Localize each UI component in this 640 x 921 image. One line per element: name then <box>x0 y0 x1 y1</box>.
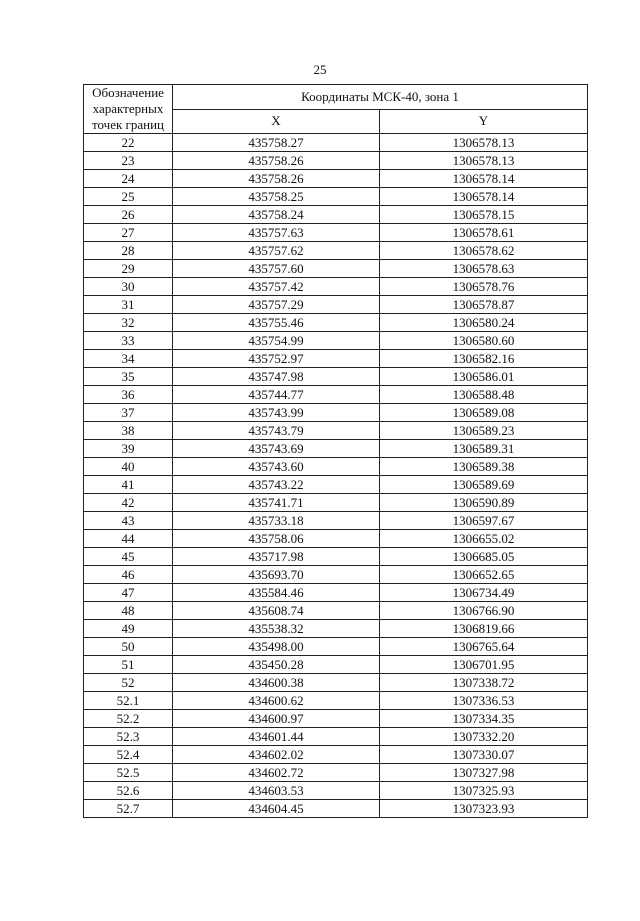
x-coordinate-cell: 435717.98 <box>173 548 380 566</box>
table-row <box>84 512 588 530</box>
point-id-cell: 52.6 <box>84 782 173 800</box>
table-row <box>84 260 588 278</box>
y-coordinate-cell: 1306578.87 <box>380 296 588 314</box>
y-coordinate-cell: 1306766.90 <box>380 602 588 620</box>
point-id-cell: 35 <box>84 368 173 386</box>
table-row <box>84 404 588 422</box>
point-id-cell: 52.3 <box>84 728 173 746</box>
x-coordinate-cell: 435743.99 <box>173 404 380 422</box>
point-id-cell: 52.7 <box>84 800 173 818</box>
x-coordinate-cell: 435757.29 <box>173 296 380 314</box>
x-coordinate-cell: 435538.32 <box>173 620 380 638</box>
x-coordinate-cell: 435757.60 <box>173 260 380 278</box>
y-coordinate-cell: 1306578.62 <box>380 242 588 260</box>
table-row <box>84 278 588 296</box>
header-x: X <box>173 109 380 134</box>
point-id-cell: 28 <box>84 242 173 260</box>
y-coordinate-cell: 1306765.64 <box>380 638 588 656</box>
y-coordinate-cell: 1306597.67 <box>380 512 588 530</box>
table-row <box>84 206 588 224</box>
x-coordinate-cell: 435608.74 <box>173 602 380 620</box>
table-row <box>84 368 588 386</box>
table-row <box>84 152 588 170</box>
x-coordinate-cell: 434602.72 <box>173 764 380 782</box>
x-coordinate-cell: 435755.46 <box>173 314 380 332</box>
table-row <box>84 764 588 782</box>
point-id-cell: 42 <box>84 494 173 512</box>
table-row <box>84 242 588 260</box>
x-coordinate-cell: 435743.60 <box>173 458 380 476</box>
y-coordinate-cell: 1307334.35 <box>380 710 588 728</box>
x-coordinate-cell: 434600.38 <box>173 674 380 692</box>
x-coordinate-cell: 435733.18 <box>173 512 380 530</box>
point-id-cell: 52.5 <box>84 764 173 782</box>
x-coordinate-cell: 435743.69 <box>173 440 380 458</box>
point-id-cell: 24 <box>84 170 173 188</box>
y-coordinate-cell: 1306586.01 <box>380 368 588 386</box>
y-coordinate-cell: 1306589.08 <box>380 404 588 422</box>
point-id-cell: 46 <box>84 566 173 584</box>
x-coordinate-cell: 434602.02 <box>173 746 380 764</box>
table-row <box>84 548 588 566</box>
point-id-cell: 34 <box>84 350 173 368</box>
point-id-cell: 26 <box>84 206 173 224</box>
x-coordinate-cell: 434600.97 <box>173 710 380 728</box>
y-coordinate-cell: 1306734.49 <box>380 584 588 602</box>
table-row <box>84 296 588 314</box>
table-row <box>84 530 588 548</box>
table-row <box>84 584 588 602</box>
table-row <box>84 422 588 440</box>
x-coordinate-cell: 435757.42 <box>173 278 380 296</box>
point-id-cell: 51 <box>84 656 173 674</box>
x-coordinate-cell: 435758.25 <box>173 188 380 206</box>
table-row <box>84 458 588 476</box>
point-id-cell: 25 <box>84 188 173 206</box>
header-coordinate-system: Координаты МСК-40, зона 1 <box>173 85 588 110</box>
y-coordinate-cell: 1307323.93 <box>380 800 588 818</box>
x-coordinate-cell: 435758.24 <box>173 206 380 224</box>
table-row <box>84 674 588 692</box>
x-coordinate-cell: 435758.27 <box>173 134 380 152</box>
header-designation: Обозначение характерных точек границ <box>84 85 173 134</box>
x-coordinate-cell: 435584.46 <box>173 584 380 602</box>
point-id-cell: 32 <box>84 314 173 332</box>
table-row <box>84 566 588 584</box>
point-id-cell: 41 <box>84 476 173 494</box>
x-coordinate-cell: 435757.62 <box>173 242 380 260</box>
point-id-cell: 38 <box>84 422 173 440</box>
y-coordinate-cell: 1306578.13 <box>380 134 588 152</box>
y-coordinate-cell: 1307338.72 <box>380 674 588 692</box>
y-coordinate-cell: 1306652.65 <box>380 566 588 584</box>
x-coordinate-cell: 435498.00 <box>173 638 380 656</box>
x-coordinate-cell: 435752.97 <box>173 350 380 368</box>
x-coordinate-cell: 435758.26 <box>173 152 380 170</box>
point-id-cell: 29 <box>84 260 173 278</box>
x-coordinate-cell: 435741.71 <box>173 494 380 512</box>
y-coordinate-cell: 1306588.48 <box>380 386 588 404</box>
x-coordinate-cell: 435754.99 <box>173 332 380 350</box>
x-coordinate-cell: 435747.98 <box>173 368 380 386</box>
x-coordinate-cell: 435743.22 <box>173 476 380 494</box>
x-coordinate-cell: 435758.06 <box>173 530 380 548</box>
table-row <box>84 134 588 152</box>
point-id-cell: 52 <box>84 674 173 692</box>
y-coordinate-cell: 1306578.15 <box>380 206 588 224</box>
y-coordinate-cell: 1306578.76 <box>380 278 588 296</box>
table-row <box>84 494 588 512</box>
table-row <box>84 800 588 818</box>
header-y: Y <box>380 109 588 134</box>
table-body <box>84 134 588 818</box>
coordinates-table <box>83 84 588 818</box>
table-row <box>84 602 588 620</box>
y-coordinate-cell: 1306819.66 <box>380 620 588 638</box>
y-coordinate-cell: 1306589.31 <box>380 440 588 458</box>
point-id-cell: 49 <box>84 620 173 638</box>
y-coordinate-cell: 1306578.14 <box>380 170 588 188</box>
point-id-cell: 36 <box>84 386 173 404</box>
point-id-cell: 44 <box>84 530 173 548</box>
point-id-cell: 27 <box>84 224 173 242</box>
x-coordinate-cell: 435757.63 <box>173 224 380 242</box>
y-coordinate-cell: 1306580.24 <box>380 314 588 332</box>
y-coordinate-cell: 1306578.13 <box>380 152 588 170</box>
y-coordinate-cell: 1306655.02 <box>380 530 588 548</box>
y-coordinate-cell: 1307325.93 <box>380 782 588 800</box>
table-row <box>84 350 588 368</box>
point-id-cell: 22 <box>84 134 173 152</box>
point-id-cell: 48 <box>84 602 173 620</box>
y-coordinate-cell: 1306589.69 <box>380 476 588 494</box>
point-id-cell: 50 <box>84 638 173 656</box>
y-coordinate-cell: 1306589.23 <box>380 422 588 440</box>
table-row <box>84 224 588 242</box>
y-coordinate-cell: 1306578.61 <box>380 224 588 242</box>
x-coordinate-cell: 435744.77 <box>173 386 380 404</box>
point-id-cell: 52.1 <box>84 692 173 710</box>
y-coordinate-cell: 1306580.60 <box>380 332 588 350</box>
table-row <box>84 656 588 674</box>
x-coordinate-cell: 435743.79 <box>173 422 380 440</box>
table-row <box>84 728 588 746</box>
x-coordinate-cell: 434601.44 <box>173 728 380 746</box>
y-coordinate-cell: 1306578.63 <box>380 260 588 278</box>
y-coordinate-cell: 1306685.05 <box>380 548 588 566</box>
y-coordinate-cell: 1306578.14 <box>380 188 588 206</box>
point-id-cell: 39 <box>84 440 173 458</box>
table-row <box>84 638 588 656</box>
x-coordinate-cell: 435693.70 <box>173 566 380 584</box>
point-id-cell: 52.2 <box>84 710 173 728</box>
point-id-cell: 43 <box>84 512 173 530</box>
point-id-cell: 40 <box>84 458 173 476</box>
point-id-cell: 37 <box>84 404 173 422</box>
y-coordinate-cell: 1306589.38 <box>380 458 588 476</box>
y-coordinate-cell: 1307336.53 <box>380 692 588 710</box>
table-row <box>84 710 588 728</box>
table-row <box>84 386 588 404</box>
table-row <box>84 332 588 350</box>
y-coordinate-cell: 1307330.07 <box>380 746 588 764</box>
table-row <box>84 440 588 458</box>
point-id-cell: 30 <box>84 278 173 296</box>
x-coordinate-cell: 434600.62 <box>173 692 380 710</box>
x-coordinate-cell: 434603.53 <box>173 782 380 800</box>
y-coordinate-cell: 1306582.16 <box>380 350 588 368</box>
table-row <box>84 746 588 764</box>
y-coordinate-cell: 1307332.20 <box>380 728 588 746</box>
y-coordinate-cell: 1306590.89 <box>380 494 588 512</box>
table-row <box>84 314 588 332</box>
point-id-cell: 33 <box>84 332 173 350</box>
page-number: 25 <box>313 62 327 77</box>
x-coordinate-cell: 434604.45 <box>173 800 380 818</box>
x-coordinate-cell: 435758.26 <box>173 170 380 188</box>
table-row <box>84 188 588 206</box>
y-coordinate-cell: 1306701.95 <box>380 656 588 674</box>
table-row <box>84 476 588 494</box>
x-coordinate-cell: 435450.28 <box>173 656 380 674</box>
table-row <box>84 782 588 800</box>
point-id-cell: 52.4 <box>84 746 173 764</box>
point-id-cell: 31 <box>84 296 173 314</box>
point-id-cell: 47 <box>84 584 173 602</box>
table-row <box>84 692 588 710</box>
table-row <box>84 620 588 638</box>
point-id-cell: 45 <box>84 548 173 566</box>
table-row <box>84 170 588 188</box>
point-id-cell: 23 <box>84 152 173 170</box>
y-coordinate-cell: 1307327.98 <box>380 764 588 782</box>
